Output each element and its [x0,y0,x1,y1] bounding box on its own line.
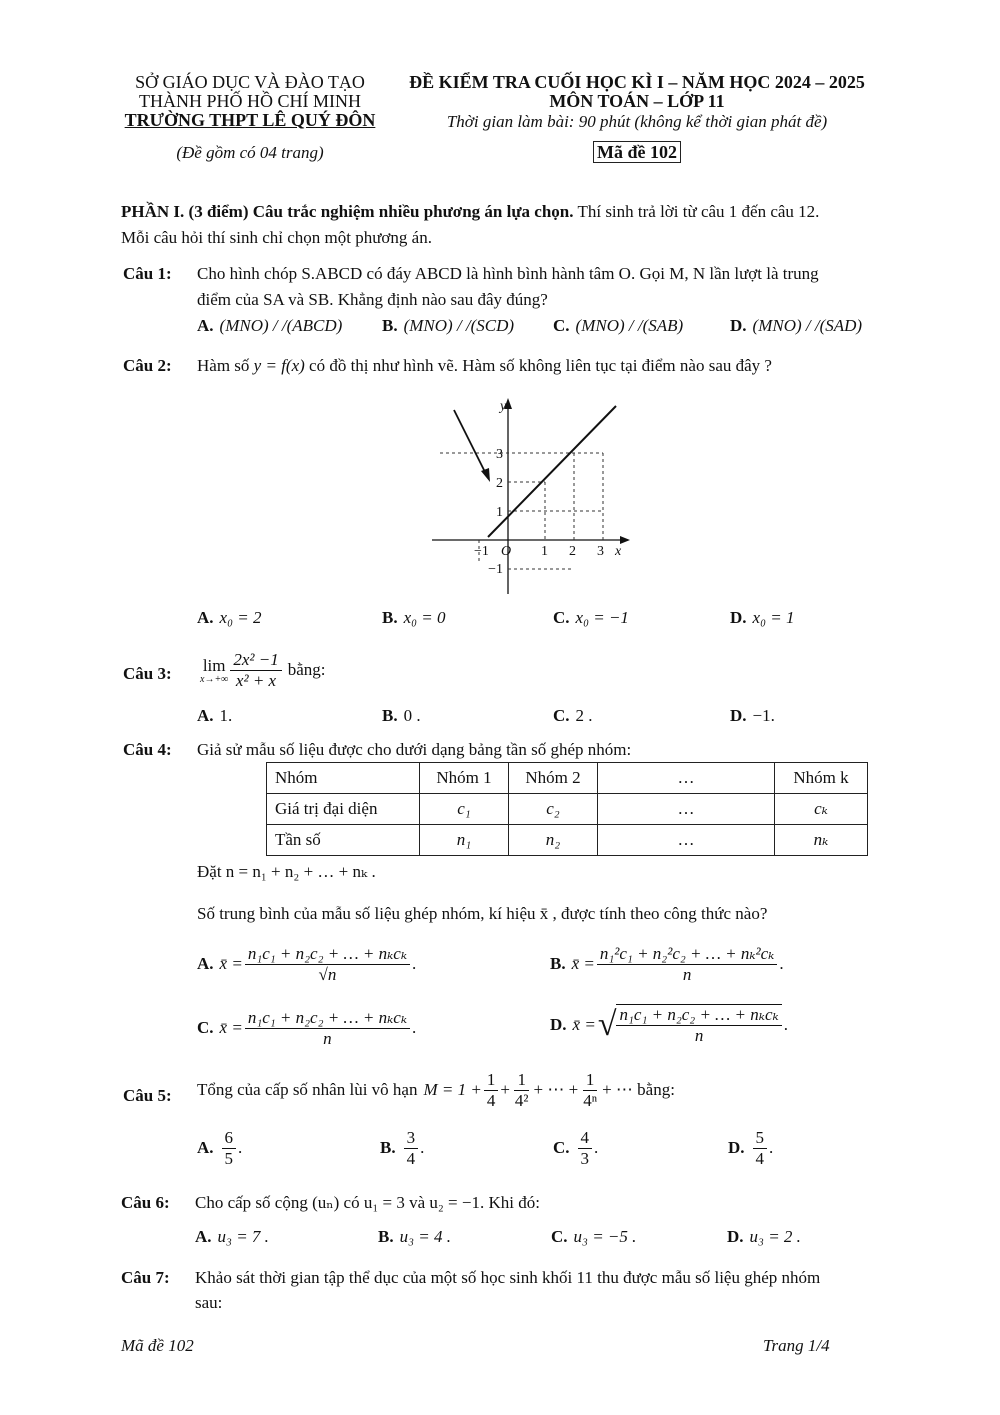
option-text: x₀ = 1 [752,608,795,627]
q1-option-b[interactable] [382,316,514,336]
q4-question: Số trung bình của mẫu số liệu ghép nhóm, kí hiệu x̄ , được tính theo công thức nào? [197,904,768,923]
q2-function: y = f(x) [253,356,305,375]
table-cell: … [598,794,775,825]
numerator: 1 [583,1070,598,1091]
option-letter: D. [730,706,747,725]
q4-option-c[interactable]: C. x̄ = $\frac{\text{n₁c₁ + n₂c₂ + … + nₖcₖ}}{n}$ . [197,1008,417,1048]
option-text: 1. [219,706,233,725]
q5-term-n [580,1070,600,1111]
part1-instr1: Thí sinh trả lời từ câu 1 đến câu 12. [573,202,820,221]
numerator: 6 [222,1128,237,1149]
numerator: 1 [514,1070,529,1091]
q3-label: Câu 3: [123,664,172,683]
option-letter: D. [727,1227,744,1246]
graph-arrow-head [481,468,490,482]
q1-option-a[interactable] [197,316,342,336]
q7-text2: sau: [195,1293,223,1312]
option-letter: A. [197,706,214,725]
option-letter: A. [197,1138,214,1158]
q2-graph [420,392,640,602]
q4-define-n: Đặt n = n₁ + n₂ + … + nₖ . [197,862,376,881]
denominator: 4² [514,1090,529,1110]
q2-option-d[interactable] [730,608,794,628]
q5-text-a: Tổng của cấp số nhân lùi vô hạn [197,1080,418,1100]
denominator: n [682,964,692,984]
q5-term1 [484,1070,499,1111]
option-letter: C. [553,608,570,627]
part1-instr2: Mỗi câu hỏi thí sinh chỉ chọn một phương án. [121,228,432,247]
q7-label: Câu 7: [121,1268,170,1287]
q7-text1: Khảo sát thời gian tập thể dục của một số học sinh khối 11 thu được mẫu số liệu ghép nhóm [195,1268,821,1287]
table-cell: Tần số [267,825,420,856]
option-text: u₃ = 2 . [749,1227,801,1246]
q6-option-b[interactable] [378,1227,451,1247]
numerator: 3 [404,1128,419,1149]
option-letter: D. [730,316,747,335]
option-text: −1. [752,706,775,725]
denominator: 4 [755,1148,765,1168]
q5-series: M = 1 + [423,1080,482,1100]
table-cell: c₁ [420,794,509,825]
q4-option-d[interactable]: D. x̄ = √ $\frac{\text{n₁c₁ + n₂c₂ + … + nₖcₖ}}{n}$ . [550,1005,788,1045]
numerator: n₁c₁ + n₂c₂ + … + nₖcₖ [616,1005,781,1026]
denominator: n [323,1028,332,1048]
q3-option-d[interactable] [730,706,775,726]
q6-option-d[interactable] [727,1227,801,1247]
exam-code: Mã đề 102 [593,141,681,163]
denominator: 5 [224,1148,234,1168]
limit-operator [200,656,228,685]
part1-title: PHẦN I. (3 điểm) Câu trắc nghiệm nhiều phương án lựa chọn. [121,202,574,221]
q2-text-a: Hàm số [197,356,250,375]
graph-line-left [454,410,486,474]
y-tick-3: 3 [496,447,503,462]
subject: MÔN TOÁN – LỚP 11 [549,91,725,111]
option-fraction [222,1128,237,1169]
q5-tail: + ⋯ bằng: [602,1080,675,1100]
q5-dots: + ⋯ + [533,1080,579,1100]
q6-text: Cho cấp số cộng (uₙ) có u₁ = 3 và u₂ = −1. Khi đó: [195,1193,540,1212]
table-cell: Nhóm k [775,763,868,794]
option-letter: C. [553,316,570,335]
denominator: 4ⁿ [583,1090,598,1110]
q3-option-b[interactable] [382,706,421,726]
q3-numerator: 2x² −1 [230,650,281,671]
q6-option-a[interactable] [195,1227,269,1247]
table-cell: … [598,763,775,794]
numerator: 1 [484,1070,499,1091]
option-letter: A. [195,1227,212,1246]
q5-option-d[interactable]: D. $\frac{5}{4}$ . [728,1128,774,1168]
q1-label: Câu 1: [123,264,172,283]
option-letter: C. [553,1138,570,1158]
dept-name: SỞ GIÁO DỤC VÀ ĐÀO TẠO [135,72,365,92]
option-text: x₀ = −1 [575,608,629,627]
q1-text2: điểm của SA và SB. Khẳng định nào sau đây đúng? [197,290,548,309]
option-letter: C. [551,1227,568,1246]
x-axis-label: x [615,544,622,559]
option-text: 2 . [575,706,593,725]
q6-label: Câu 6: [121,1193,170,1212]
option-fraction [245,944,410,985]
table-cell: Nhóm [267,763,420,794]
option-text: u₃ = 4 . [399,1227,451,1246]
option-letter: B. [382,608,398,627]
q2-option-a[interactable] [197,608,261,628]
denominator: n [694,1025,704,1045]
xbar-symbol: x̄ = [219,1018,243,1038]
xbar-symbol: x̄ = [571,954,595,974]
q3-tail: bằng: [287,660,326,680]
graph-line-right [488,406,616,537]
option-letter: D. [550,1014,567,1034]
option-text: (MNO) / /(SCD) [403,316,515,335]
option-text: x₀ = 2 [219,608,262,627]
option-text: u₃ = 7 . [217,1227,269,1246]
frequency-table [266,762,868,856]
q2-label: Câu 2: [123,356,172,375]
option-letter: B. [382,316,398,335]
numerator: 5 [753,1128,768,1149]
x-axis-arrow [620,536,630,544]
table-row [267,825,868,856]
exam-title: ĐỀ KIỂM TRA CUỐI HỌC KÌ I – NĂM HỌC 2024 – 2025 [409,72,865,92]
y-tick-m1: −1 [488,562,503,577]
xbar-symbol: x̄ = [219,954,243,974]
q5-option-c[interactable]: C. $\frac{4}{3}$ . [553,1128,599,1168]
origin-label: O [501,544,512,559]
option-fraction [753,1128,768,1169]
numerator: n₁c₁ + n₂c₂ + … + nₖcₖ [245,1008,410,1029]
time-note: Thời gian làm bài: 90 phút (không kể thời gian phát đề) [446,112,828,131]
xbar-symbol: x̄ = [572,1014,596,1034]
option-text: x₀ = 0 [403,608,446,627]
table-cell: Nhóm 1 [420,763,509,794]
option-letter: B. [378,1227,394,1246]
option-fraction [245,1008,410,1049]
q3-denominator: x² + x [235,670,277,690]
q5-option-a[interactable]: A. $\frac{6}{5}$ . [197,1128,243,1168]
q4-label: Câu 4: [123,740,172,759]
numerator: 4 [578,1128,593,1149]
header-left [118,72,382,163]
q2-option-c[interactable] [553,608,629,628]
table-cell: n₁ [420,825,509,856]
x-tick-1: 1 [541,544,548,559]
option-letter: D. [728,1138,745,1158]
option-letter: C. [553,706,570,725]
q2-option-b[interactable] [382,608,446,628]
denominator: 3 [580,1148,590,1168]
q5-term2 [512,1070,532,1111]
option-fraction [616,1004,781,1046]
sqrt-sign-icon: √ [597,1005,617,1043]
table-cell: n₂ [509,825,598,856]
y-axis-label: y [500,399,507,414]
option-letter: A. [197,316,214,335]
lim-word: lim [202,655,226,675]
option-letter: B. [380,1138,396,1158]
x-tick-m1: −1 [474,544,489,559]
x-tick-2: 2 [569,544,576,559]
footer-page-number: Trang 1/4 [763,1336,830,1355]
denominator: √n [318,964,337,984]
table-cell: Nhóm 2 [509,763,598,794]
q6-option-c[interactable] [551,1227,636,1247]
table-cell: … [598,825,775,856]
school-name: TRƯỜNG THPT LÊ QUÝ ĐÔN [124,110,376,130]
q5-label: Câu 5: [123,1086,172,1105]
q4-option-b[interactable]: B. x̄ = $\frac{\text{n₁²c₁ + n₂²c₂ + … + nₖ²cₖ}}{n}$ . [550,944,784,984]
q2-text-b: có đồ thị như hình vẽ. Hàm số không liên tục tại điểm nào sau đây ? [309,356,772,375]
option-fraction [404,1128,419,1169]
table-cell: Giá trị đại diện [267,794,420,825]
option-text: 0 . [403,706,421,725]
option-letter: A. [197,954,214,974]
q3-option-c[interactable] [553,706,593,726]
q5-text: Tổng của cấp số nhân lùi vô hạn M = 1 + $\frac{1}{4}$ + $\frac{1}{\text{4²}}$ + ⋯ + $\frac{1}{\text{4ⁿ}}$ + ⋯ bằng: [197,1070,675,1110]
option-text: (MNO) / /(SAD) [752,316,863,335]
numerator: n₁c₁ + n₂c₂ + … + nₖcₖ [245,944,410,965]
lim-sub: x→+∞ [200,673,229,685]
page-count-note: (Đề gồm có 04 trang) [176,143,324,162]
q4-text: Giả sử mẫu số liệu được cho dưới dạng bảng tần số ghép nhóm: [197,740,632,759]
q1-option-d[interactable] [730,316,862,336]
part1-heading [121,202,819,222]
table-cell: c₂ [509,794,598,825]
x-tick-3: 3 [597,544,604,559]
option-letter: B. [382,706,398,725]
y-tick-2: 2 [496,476,503,491]
option-text: u₃ = −5 . [573,1227,637,1246]
q1-text1: Cho hình chóp S.ABCD có đáy ABCD là hình bình hành tâm O. Gọi M, N lần lượt là trung [197,264,819,283]
header-right [392,72,882,163]
option-letter: B. [550,954,566,974]
q3-fraction [230,650,281,691]
numerator: n₁²c₁ + n₂²c₂ + … + nₖ²cₖ [597,944,778,965]
option-text: (MNO) / /(SAB) [575,316,684,335]
denominator: 4 [406,1148,416,1168]
city-name: THÀNH PHỐ HỒ CHÍ MINH [139,91,361,111]
option-letter: C. [197,1018,214,1038]
table-cell: nₖ [775,825,868,856]
table-row [267,763,868,794]
option-letter: A. [197,608,214,627]
option-letter: D. [730,608,747,627]
table-cell: cₖ [775,794,868,825]
denominator: 4 [486,1090,496,1110]
q4-option-a[interactable]: A. x̄ = $\frac{\text{n₁c₁ + n₂c₂ + … + nₖcₖ}}{√n}$ . [197,944,417,984]
q5-option-b[interactable]: B. $\frac{3}{4}$ . [380,1128,425,1168]
option-text: (MNO) / /(ABCD) [219,316,343,335]
q2-text [197,356,772,376]
q1-option-c[interactable] [553,316,683,336]
y-tick-1: 1 [496,505,503,520]
option-fraction [597,944,778,985]
footer-exam-code: Mã đề 102 [121,1336,194,1355]
option-fraction [578,1128,593,1169]
table-row [267,794,868,825]
q3-option-a[interactable] [197,706,232,726]
q3-expression [200,650,325,691]
